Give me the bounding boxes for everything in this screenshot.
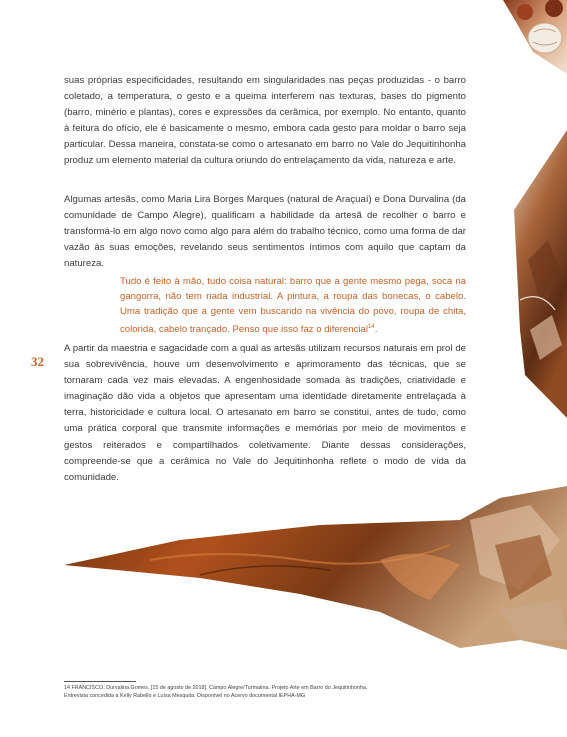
footnote-reference[interactable]: 14: [368, 323, 375, 330]
footnote-line-1: 14 FRANCISCO, Durvalina Gomes. [15 de agosto de 2018]. Campo Alegre/Turmalina. Projeto Arte em Barro do Jequitinhonha.: [64, 685, 368, 691]
body-paragraph-3: [64, 341, 466, 486]
footnote-divider: [64, 681, 136, 682]
pottery-photo-fragment: [503, 0, 567, 74]
paragraph-text: Algumas artesãs, como Maria Lira Borges Marques (natural de Araçuaí) e Dona Durvalina (da comunidade de Campo Alegre), qualificam a habilidade da artesã de recolher o barro e transformá-lo em algo novo como algo para além do trabalho técnico, como uma forma de dar vazão às suas emoções, revelando seus sentimentos íntimos com aquilo que captam da natureza.: [64, 194, 466, 270]
page-number: 32: [31, 354, 44, 369]
clay-texture-fragment-bottom: [64, 486, 567, 650]
body-paragraph-1: [64, 73, 466, 170]
block-quote: [120, 274, 466, 337]
quote-text: Tudo é feito à mão, tudo coisa natural: barro que a gente mesmo pega, soca na gangorra, não tem nada industrial. A pintura, a roupa das bonecas, o cabelo. Uma tradição que a gente vem buscando na vivência do povo, roupa de chita, colorida, cabelo trançado. Penso que isso faz o diferencial: [120, 276, 466, 335]
footnote: [64, 684, 484, 700]
paragraph-text: suas próprias especificidades, resultando em singularidades nas peças produzidas - o barro coletado, a temperatura, o gesto e a queima interferem nas texturas, bases do pigmento (barro, minério e plantas), cores e expressões da cerâmica, por exemplo. No entanto, quanto à feitura do ofício, ele é basicamente o mesmo, embora cada gesto para moldar o barro seja particular. Dessa maneira, constata-se como o artesanato em barro no Vale do Jequitinhonha produz um elemento material da cultura oriundo do entrelaçamento da vida, natureza e arte.: [64, 75, 466, 167]
paragraph-text: A partir da maestria e sagacidade com a qual as artesãs utilizam recursos naturais em prol de sua sobrevivência, houve um desenvolvimento e aprimoramento das técnicas, que se tornaram cada vez mais elevadas. A engenhosidade somada às tradições, criatividade e imaginação dão vida a objetos que apresentam uma identidade diretamente entrelaçada à terra, historicidade e cultura local. O artesanato em barro se constitui, antes de tudo, como uma prática corporal que transmite informações e memórias por meio de movimentos e gestos reiterados e compartilhados coletivamente. Diante dessas considerações, compreende-se que a cerâmica no Vale do Jequitinhonha reflete o modo de vida da comunidade.: [64, 343, 466, 483]
quote-ending: .: [374, 323, 378, 335]
clay-texture-fragment-right: [514, 130, 567, 418]
footnote-line-2: Entrevista concedida a Kelly Rabello e Luísa Mesquita. Disponível no Acervo documental IEPHA-MG: [64, 693, 306, 699]
body-paragraph-2: [64, 192, 466, 272]
